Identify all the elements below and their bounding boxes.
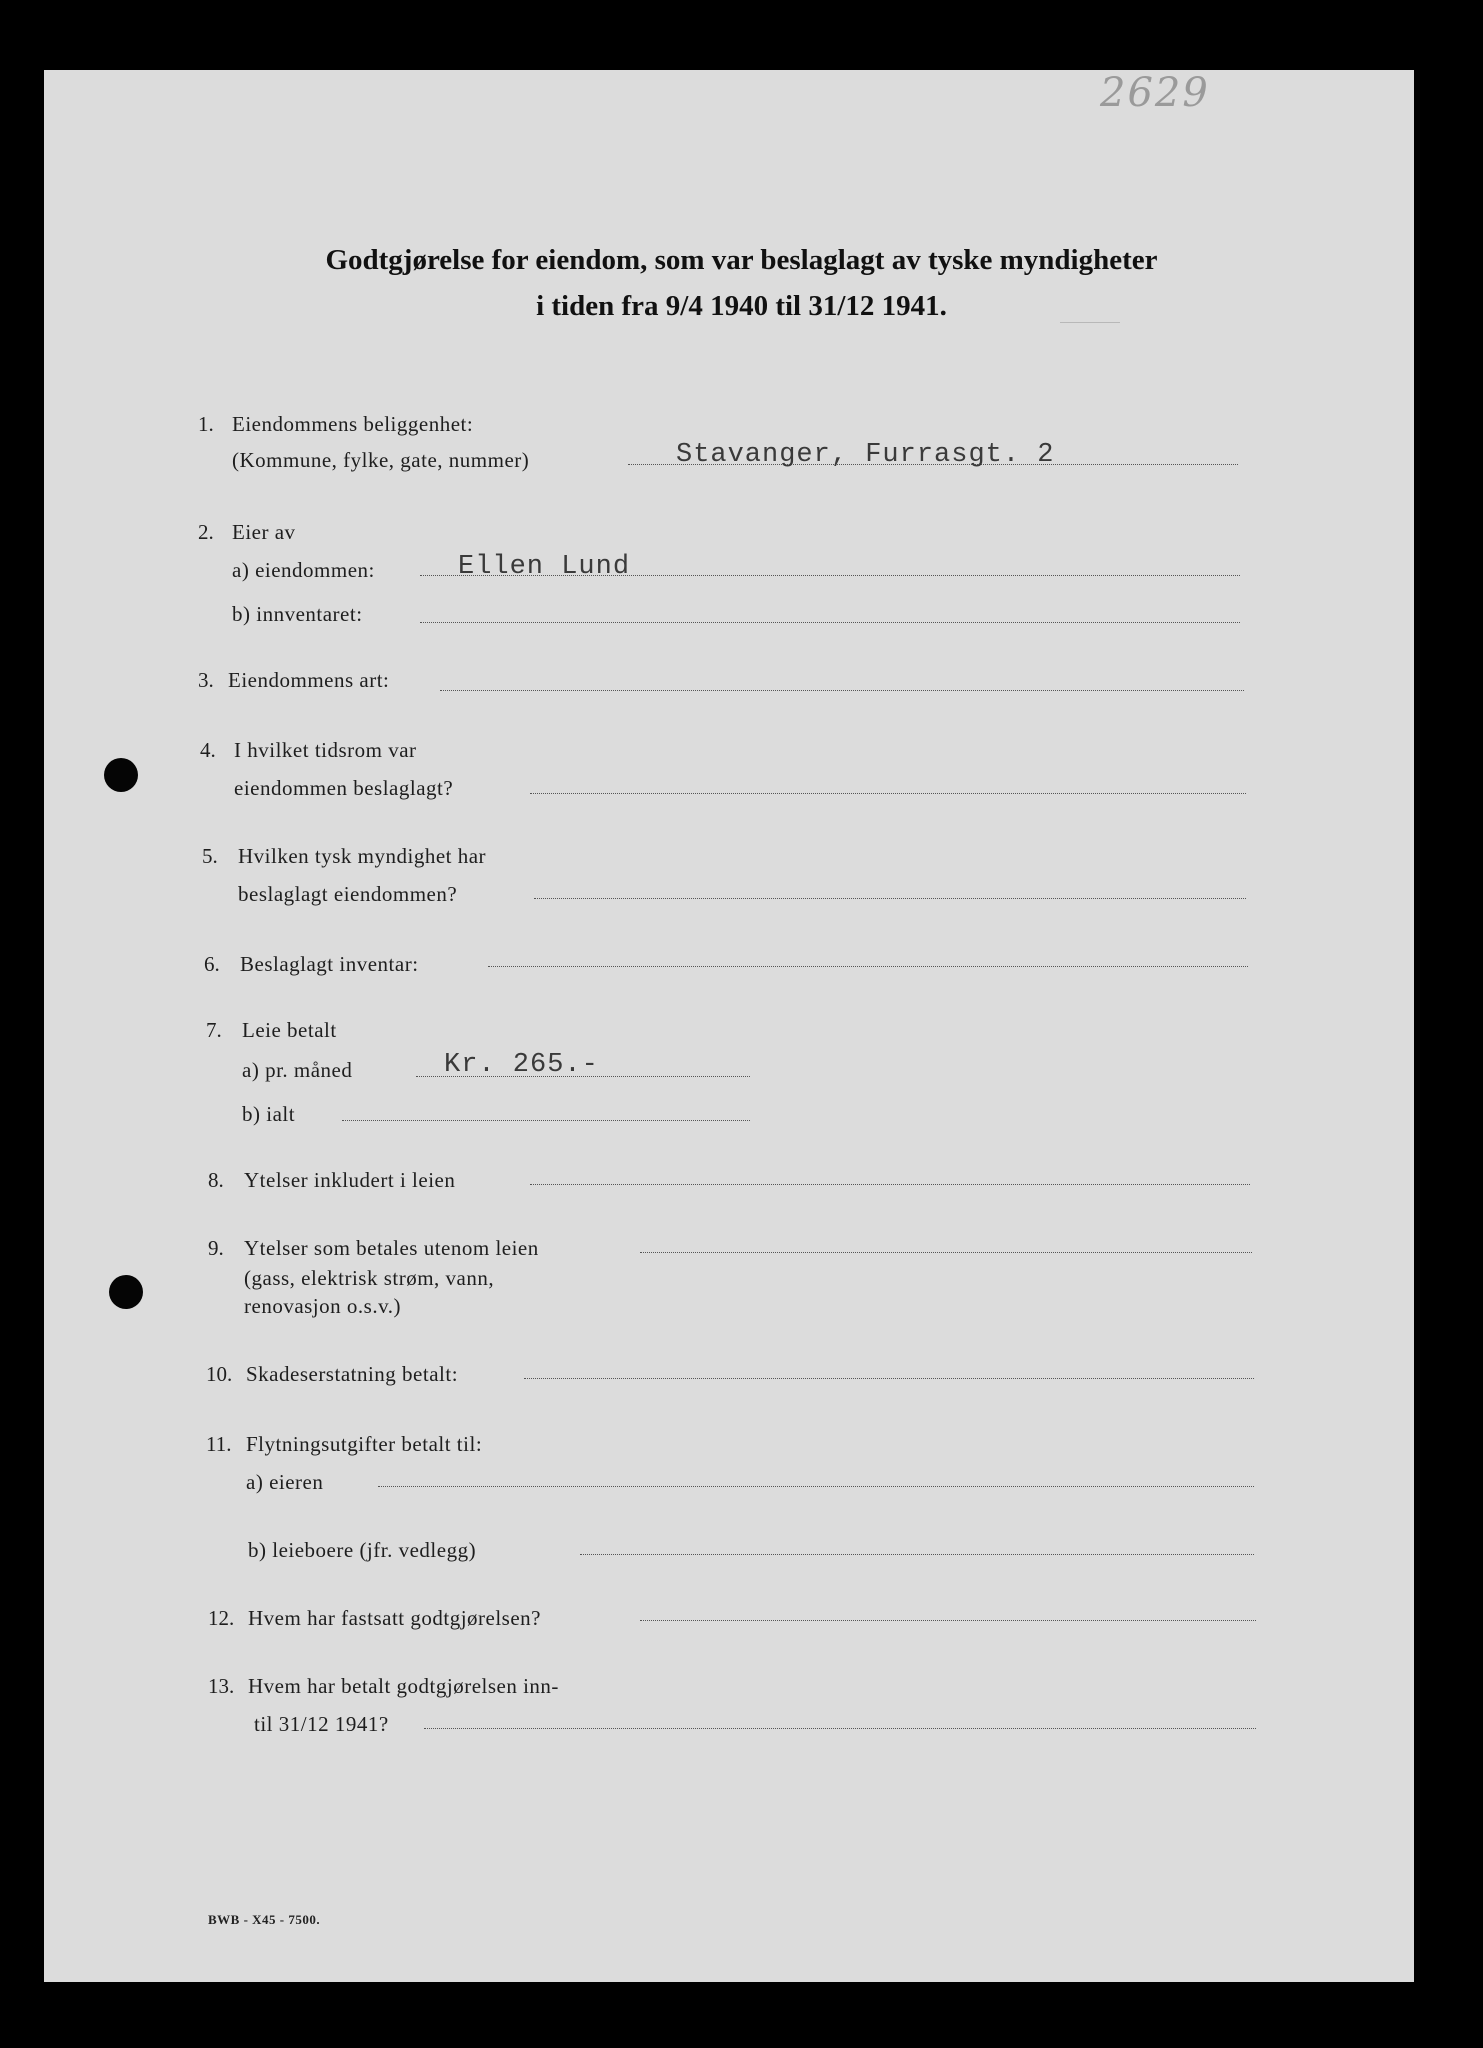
item-12-answer-line: [640, 1620, 1256, 1621]
item-11b-answer-line: [580, 1554, 1254, 1555]
printer-code: BWB - X45 - 7500.: [208, 1912, 321, 1927]
item-11-number: 11.: [206, 1432, 232, 1456]
item-8-answer-line: [530, 1184, 1250, 1185]
item-7b-label: b) ialt: [242, 1102, 296, 1126]
item-2a-label: a) eiendommen:: [232, 558, 375, 582]
item-12-label: Hvem har fastsatt godtgjørelsen?: [248, 1606, 541, 1630]
item-2-label: Eier av: [232, 520, 296, 544]
item-1-answer: Stavanger, Furrasgt. 2: [676, 440, 1055, 470]
item-6-number: 6.: [204, 952, 220, 976]
stray-mark: [1060, 322, 1120, 323]
item-1-label: Eiendommens beliggenhet:: [232, 412, 474, 436]
item-7b-answer-line: [342, 1120, 750, 1121]
item-11a-answer-line: [378, 1486, 1254, 1487]
item-9-answer-line: [640, 1252, 1252, 1253]
item-2b-answer-line: [420, 622, 1240, 623]
item-6-answer-line: [488, 966, 1248, 967]
item-4-answer-line: [530, 793, 1246, 794]
item-8-label: Ytelser inkludert i leien: [244, 1168, 456, 1192]
item-3-number: 3.: [198, 668, 214, 692]
item-6-label: Beslaglagt inventar:: [240, 952, 419, 976]
item-5-label: Hvilken tysk myndighet har: [238, 844, 487, 868]
item-9-label: Ytelser som betales utenom leien: [244, 1236, 539, 1260]
item-2-number: 2.: [198, 520, 214, 544]
item-9-sublabel-2: renovasjon o.s.v.): [244, 1294, 401, 1318]
item-8-number: 8.: [208, 1168, 224, 1192]
item-4-label: I hvilket tidsrom var: [234, 738, 417, 762]
form-title-line2: i tiden fra 9/4 1940 til 31/12 1941.: [536, 290, 947, 322]
item-11b-label: b) leieboere (jfr. vedlegg): [248, 1538, 477, 1562]
item-3-answer-line: [440, 690, 1244, 691]
item-2a-answer: Ellen Lund: [458, 552, 631, 582]
item-9-sublabel-1: (gass, elektrisk strøm, vann,: [244, 1266, 495, 1290]
item-13-label: Hvem har betalt godtgjørelsen inn-: [248, 1674, 559, 1698]
item-11a-label: a) eieren: [246, 1470, 324, 1494]
item-7a-label: a) pr. måned: [242, 1058, 353, 1082]
item-13-number: 13.: [208, 1674, 235, 1698]
item-7a-answer: Kr. 265.-: [444, 1050, 599, 1080]
item-5-number: 5.: [202, 844, 218, 868]
item-4-number: 4.: [200, 738, 216, 762]
item-10-number: 10.: [206, 1362, 233, 1386]
item-3-label: Eiendommens art:: [228, 668, 390, 692]
item-7-number: 7.: [206, 1018, 222, 1042]
item-2b-label: b) innventaret:: [232, 602, 363, 626]
item-9-number: 9.: [208, 1236, 224, 1260]
item-11-label: Flytningsutgifter betalt til:: [246, 1432, 483, 1456]
archive-number: 2629: [1100, 70, 1210, 116]
item-10-label: Skadeserstatning betalt:: [246, 1362, 459, 1386]
item-4-sublabel: eiendommen beslaglagt?: [234, 776, 454, 800]
item-13-sublabel: til 31/12 1941?: [254, 1712, 389, 1736]
item-1-number: 1.: [198, 412, 214, 436]
item-5-sublabel: beslaglagt eiendommen?: [238, 882, 458, 906]
item-12-number: 12.: [208, 1606, 235, 1630]
punch-hole-top: [104, 758, 138, 792]
item-13-answer-line: [424, 1728, 1256, 1729]
form-title-line1: Godtgjørelse for eiendom, som var beslaglagt av tyske myndigheter: [325, 244, 1158, 276]
item-1-sublabel: (Kommune, fylke, gate, nummer): [232, 448, 530, 472]
item-10-answer-line: [524, 1378, 1254, 1379]
item-7-label: Leie betalt: [242, 1018, 337, 1042]
punch-hole-bottom: [109, 1275, 143, 1309]
item-5-answer-line: [534, 898, 1246, 899]
